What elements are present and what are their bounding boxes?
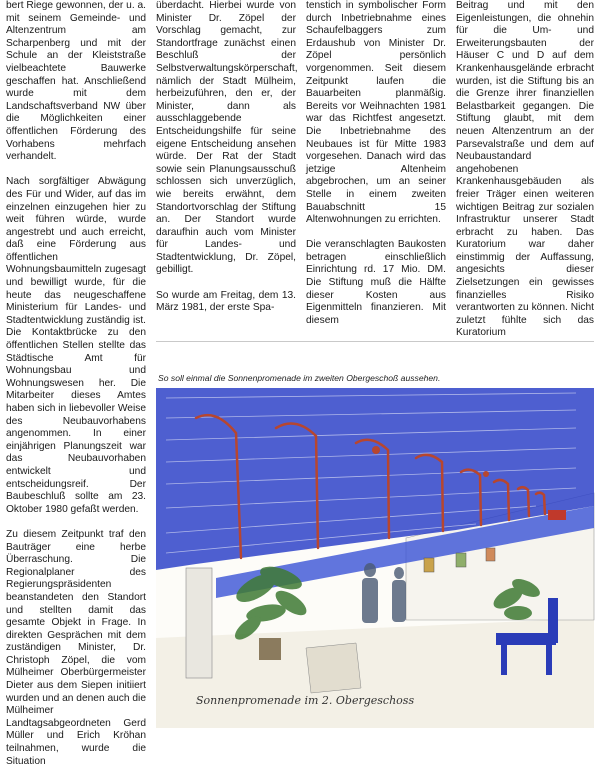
text-column-3 (306, 0, 446, 326)
text-column-4 (456, 0, 594, 339)
far-accent (548, 510, 566, 520)
paragraph: bert Riege gewonnen, der u. a. mit seinem Gemeinde- und Altenzentrum am Scharpenberg und mit der Schule an der Kleiststraße vielbeachtete Bauwerke geschaffen hat. Anschließend wurde mit dem Landschaftsverband NW über die Möglichkeiten einer öffentlichen Förderung des Vorhabens mehrfach verhandelt. (6, 0, 146, 163)
paragraph: Zu diesem Zeitpunkt traf den Bauträger eine herbe Überraschung. Die Regionalplaner des Regierungspräsidenten beanstandeten den Standort und stellten damit das gesamte Objekt in Frage. In direkten Gesprächen mit dem zuständigen Minister, Dr. Christoph Zöpel, die vom Mülheimer Oberbürgermeister Dieter aus dem Siepen initiiert wurden und an denen auch die Mülheimer Landtagsabgeordneten Gerd Müller und Erich Kröhan teilnahmen, wurde die Situation (6, 528, 146, 767)
column (186, 568, 212, 678)
people (362, 563, 406, 623)
paragraph: Nach sorgfältiger Abwägung des Für und Wider, auf das im einzelnen einzugehen hier zu weit führen würde, wurde angestrebt und auch erreicht, daß eine Förderung aus öffentlichen Wohnungsbaumitteln zugesagt und bewilligt wurde, für die heute das neugeschaffene Ministerium für Landes- und Stadtentwicklung zuständig ist. Die Kontaktbrücke zu den öffentlichen Stellen stellte das Städtische Amt für Wohnungsbau und Wohnungswesen her. Die Mitarbeiter dieses Amtes haben sich in liebevoller Weise des Neubauvorhabens angenommen. In einer einjährigen Planungszeit war das Neubauvorhaben entwickelt und entscheidungsreif. Der Baubeschluß sollte am 23. Oktober 1980 gefaßt werden. (6, 176, 146, 515)
text-column-1 (6, 0, 146, 767)
section-divider (156, 341, 594, 342)
paragraph: tenstich in symbolischer Form durch Inbetriebnahme eines Schaufelbaggers zum Erdaushub von Minister Dr. Zöpel persönlich vorgenommen. Seit diesem Zeitpunkt laufen die Bauarbeiten planmäßig. Bereits vor Weihnachten 1981 war das Richtfest angesetzt. Die Inbetriebnahme des Neubaues ist für Mitte 1983 vorgesehen. Danach wird das jetzige Altenheim abgebrochen, um an seiner Stelle in einem zweiten Bauabschnitt 15 Altenwohnungen zu errichten. (306, 0, 446, 226)
architectural-sketch (156, 388, 594, 728)
paragraph: überdacht. Hierbei wurde von Minister Dr. Zöpel der Vorschlag gemacht, zur Standortfrage zunächst einen Beschluß der Selbstverwaltungskörperschaft, nämlich der Stadt Mülheim, herbeizuführen, den er, der Minister, dann als ausschlaggebende Entscheidungshilfe für seine eigene Entscheidung ansehen würde. Der Rat der Stadt sowie sein Planungsausschuß schlossen sich unverzüglich, wie bereits erwähnt, dem Standortvorschlag der Stiftung an. Der Standort wurde daraufhin auch vom Minister für Landes- und Stadtentwicklung, Dr. Zöpel, gebilligt. (156, 0, 298, 276)
paragraph: Die veranschlagten Baukosten betragen einschließlich Einrichtung rd. 17 Mio. DM. Die Stiftung muß die Hälfte dieser Kosten aus Eigenmitteln finanzieren. Mit diesem (306, 239, 446, 326)
handwritten-note: Sonnenpromenade im 2. Obergeschoss (196, 694, 415, 707)
figure-caption: So soll einmal die Sonnenpromenade im zweiten Obergeschoß aussehen. (158, 373, 441, 383)
paragraph: Beitrag und mit den Eigenleistungen, die ohnehin für die Um- und Erweiterungsbauten der Häuser C und D auf dem Krankenhausgelände erbracht wurden, ist die Stiftung bis an die Grenze ihrer finanziellen Belastbarkeit gegangen. Die Stiftung glaubt, mit dem neuen Altenzentrum an der Parsevalstraße und dem auf Neubaustandard angehobenen Krankenhausgebäuden als freier Träger einen weiteren wichtigen Beitrag zur sozialen Infrastruktur unserer Stadt erbracht zu haben. Das Kuratorium war daher einstimmig der Auffassung, angesichts dieser Zielsetzungen ein gewisses finanzielles Risiko verantworten zu können. Nicht zuletzt fühlte sich das Kuratorium (456, 0, 594, 339)
paragraph: So wurde am Freitag, dem 13. März 1981, der erste Spa- (156, 289, 296, 314)
bench (306, 643, 361, 693)
text-column-2 (156, 0, 296, 316)
planter (259, 638, 281, 660)
